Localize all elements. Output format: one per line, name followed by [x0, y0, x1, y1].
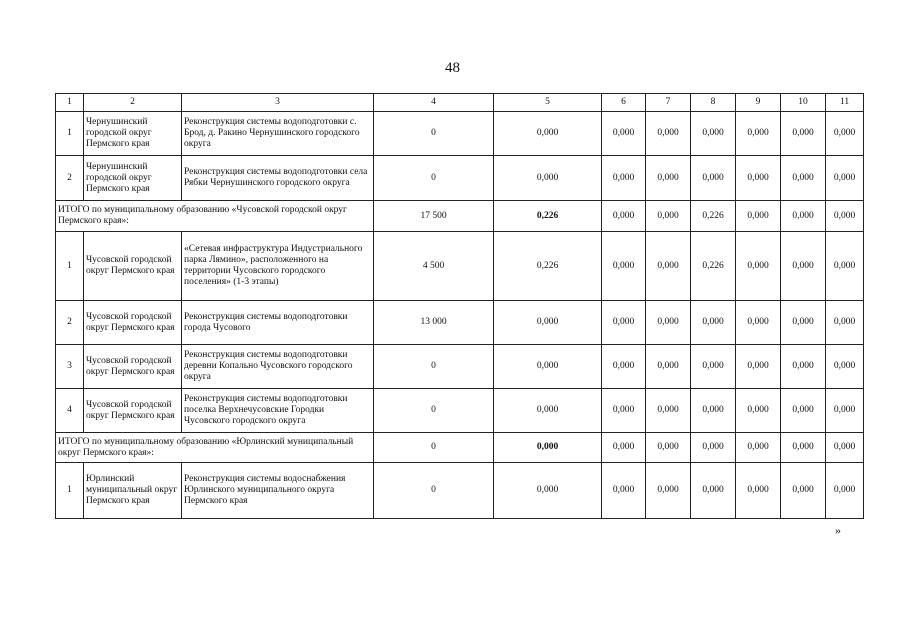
value-cell-4: 0 [374, 345, 494, 389]
value-cell-9: 0,000 [736, 433, 781, 463]
value-cell-4: 0 [374, 433, 494, 463]
row-number: 1 [56, 463, 84, 519]
value-cell-9: 0,000 [736, 201, 781, 232]
table-row [56, 232, 864, 301]
value-cell-10: 0,000 [781, 463, 826, 519]
table-row [56, 301, 864, 345]
value-cell-6: 0,000 [602, 156, 646, 201]
value-cell-4: 0 [374, 389, 494, 433]
value-cell-8: 0,000 [691, 463, 736, 519]
value-cell-4: 4 500 [374, 232, 494, 301]
project-cell: Реконструкция системы водоподготовки поселка Верхнечусовские Городки Чусовского городского округа [182, 389, 374, 433]
column-header-2: 2 [84, 94, 182, 112]
value-cell-4: 17 500 [374, 201, 494, 232]
value-cell-8: 0,000 [691, 345, 736, 389]
column-header-9: 9 [736, 94, 781, 112]
municipality-cell: Чусовской городской округ Пермского края [84, 301, 182, 345]
value-cell-8: 0,226 [691, 232, 736, 301]
value-cell-4: 0 [374, 112, 494, 156]
municipality-cell: Юрлинский муниципальный округ Пермского края [84, 463, 182, 519]
value-cell-11: 0,000 [826, 156, 864, 201]
value-cell-11: 0,000 [826, 112, 864, 156]
value-cell-8: 0,000 [691, 433, 736, 463]
value-cell-10: 0,000 [781, 201, 826, 232]
value-cell-8: 0,000 [691, 301, 736, 345]
value-cell-4: 0 [374, 156, 494, 201]
value-cell-7: 0,000 [646, 301, 691, 345]
project-cell: «Сетевая инфраструктура Индустриального парка Лямино», расположенного на территории Чусовского городского поселения» (1-3 этапы) [182, 232, 374, 301]
value-cell-7: 0,000 [646, 156, 691, 201]
value-cell-7: 0,000 [646, 232, 691, 301]
value-cell-7: 0,000 [646, 201, 691, 232]
value-cell-4: 0 [374, 463, 494, 519]
column-header-11: 11 [826, 94, 864, 112]
value-cell-7: 0,000 [646, 463, 691, 519]
value-cell-9: 0,000 [736, 463, 781, 519]
value-cell-5: 0,000 [494, 345, 602, 389]
row-number: 1 [56, 232, 84, 301]
value-cell-5: 0,000 [494, 463, 602, 519]
value-cell-11: 0,000 [826, 345, 864, 389]
project-cell: Реконструкция системы водоподготовки деревни Копально Чусовского городского округа [182, 345, 374, 389]
value-cell-4: 13 000 [374, 301, 494, 345]
value-cell-5: 0,000 [494, 156, 602, 201]
total-label: ИТОГО по муниципальному образованию «Юрлинский муниципальный округ Пермского края»: [56, 433, 374, 463]
value-cell-10: 0,000 [781, 156, 826, 201]
value-cell-7: 0,000 [646, 433, 691, 463]
value-cell-10: 0,000 [781, 112, 826, 156]
value-cell-6: 0,000 [602, 389, 646, 433]
value-cell-9: 0,000 [736, 156, 781, 201]
document-table [55, 93, 864, 519]
column-header-4: 4 [374, 94, 494, 112]
row-number: 2 [56, 301, 84, 345]
total-row [56, 201, 864, 232]
column-header-5: 5 [494, 94, 602, 112]
value-cell-6: 0,000 [602, 201, 646, 232]
value-cell-5: 0,226 [494, 232, 602, 301]
value-cell-6: 0,000 [602, 463, 646, 519]
column-header-6: 6 [602, 94, 646, 112]
table-header-row [56, 94, 864, 112]
row-number: 1 [56, 112, 84, 156]
closing-quote: » [835, 523, 841, 537]
value-cell-9: 0,000 [736, 389, 781, 433]
value-cell-5: 0,226 [494, 201, 602, 232]
table-row [56, 463, 864, 519]
project-cell: Реконструкция системы водоподготовки города Чусового [182, 301, 374, 345]
value-cell-6: 0,000 [602, 433, 646, 463]
value-cell-11: 0,000 [826, 463, 864, 519]
total-row [56, 433, 864, 463]
value-cell-7: 0,000 [646, 389, 691, 433]
row-number: 3 [56, 345, 84, 389]
value-cell-11: 0,000 [826, 433, 864, 463]
table-row [56, 389, 864, 433]
column-header-10: 10 [781, 94, 826, 112]
municipality-cell: Чусовской городской округ Пермского края [84, 232, 182, 301]
value-cell-9: 0,000 [736, 112, 781, 156]
project-cell: Реконструкция системы водоподготовки села Рябки Чернушинского городского округа [182, 156, 374, 201]
project-cell: Реконструкция системы водоснабжения Юрлинского муниципального округа Пермского края [182, 463, 374, 519]
value-cell-8: 0,000 [691, 112, 736, 156]
column-header-1: 1 [56, 94, 84, 112]
municipality-cell: Чусовской городской округ Пермского края [84, 389, 182, 433]
value-cell-5: 0,000 [494, 112, 602, 156]
table-row [56, 156, 864, 201]
value-cell-11: 0,000 [826, 201, 864, 232]
page-number: 48 [445, 60, 460, 76]
value-cell-7: 0,000 [646, 345, 691, 389]
value-cell-5: 0,000 [494, 301, 602, 345]
municipality-cell: Чернушинский городской округ Пермского края [84, 112, 182, 156]
municipality-cell: Чусовской городской округ Пермского края [84, 345, 182, 389]
value-cell-6: 0,000 [602, 232, 646, 301]
value-cell-11: 0,000 [826, 232, 864, 301]
column-header-7: 7 [646, 94, 691, 112]
value-cell-6: 0,000 [602, 301, 646, 345]
total-label: ИТОГО по муниципальному образованию «Чусовской городской округ Пермского края»: [56, 201, 374, 232]
row-number: 4 [56, 389, 84, 433]
value-cell-10: 0,000 [781, 232, 826, 301]
value-cell-10: 0,000 [781, 301, 826, 345]
column-header-8: 8 [691, 94, 736, 112]
table-row [56, 345, 864, 389]
value-cell-10: 0,000 [781, 389, 826, 433]
value-cell-5: 0,000 [494, 433, 602, 463]
value-cell-11: 0,000 [826, 389, 864, 433]
value-cell-9: 0,000 [736, 301, 781, 345]
municipality-cell: Чернушинский городской округ Пермского края [84, 156, 182, 201]
value-cell-10: 0,000 [781, 345, 826, 389]
value-cell-6: 0,000 [602, 112, 646, 156]
value-cell-11: 0,000 [826, 301, 864, 345]
value-cell-6: 0,000 [602, 345, 646, 389]
value-cell-8: 0,000 [691, 156, 736, 201]
value-cell-5: 0,000 [494, 389, 602, 433]
value-cell-8: 0,000 [691, 389, 736, 433]
value-cell-10: 0,000 [781, 433, 826, 463]
project-cell: Реконструкция системы водоподготовки с. Брод, д. Ракино Чернушинского городского округа [182, 112, 374, 156]
value-cell-7: 0,000 [646, 112, 691, 156]
table-row [56, 112, 864, 156]
value-cell-9: 0,000 [736, 232, 781, 301]
column-header-3: 3 [182, 94, 374, 112]
row-number: 2 [56, 156, 84, 201]
value-cell-8: 0,226 [691, 201, 736, 232]
value-cell-9: 0,000 [736, 345, 781, 389]
